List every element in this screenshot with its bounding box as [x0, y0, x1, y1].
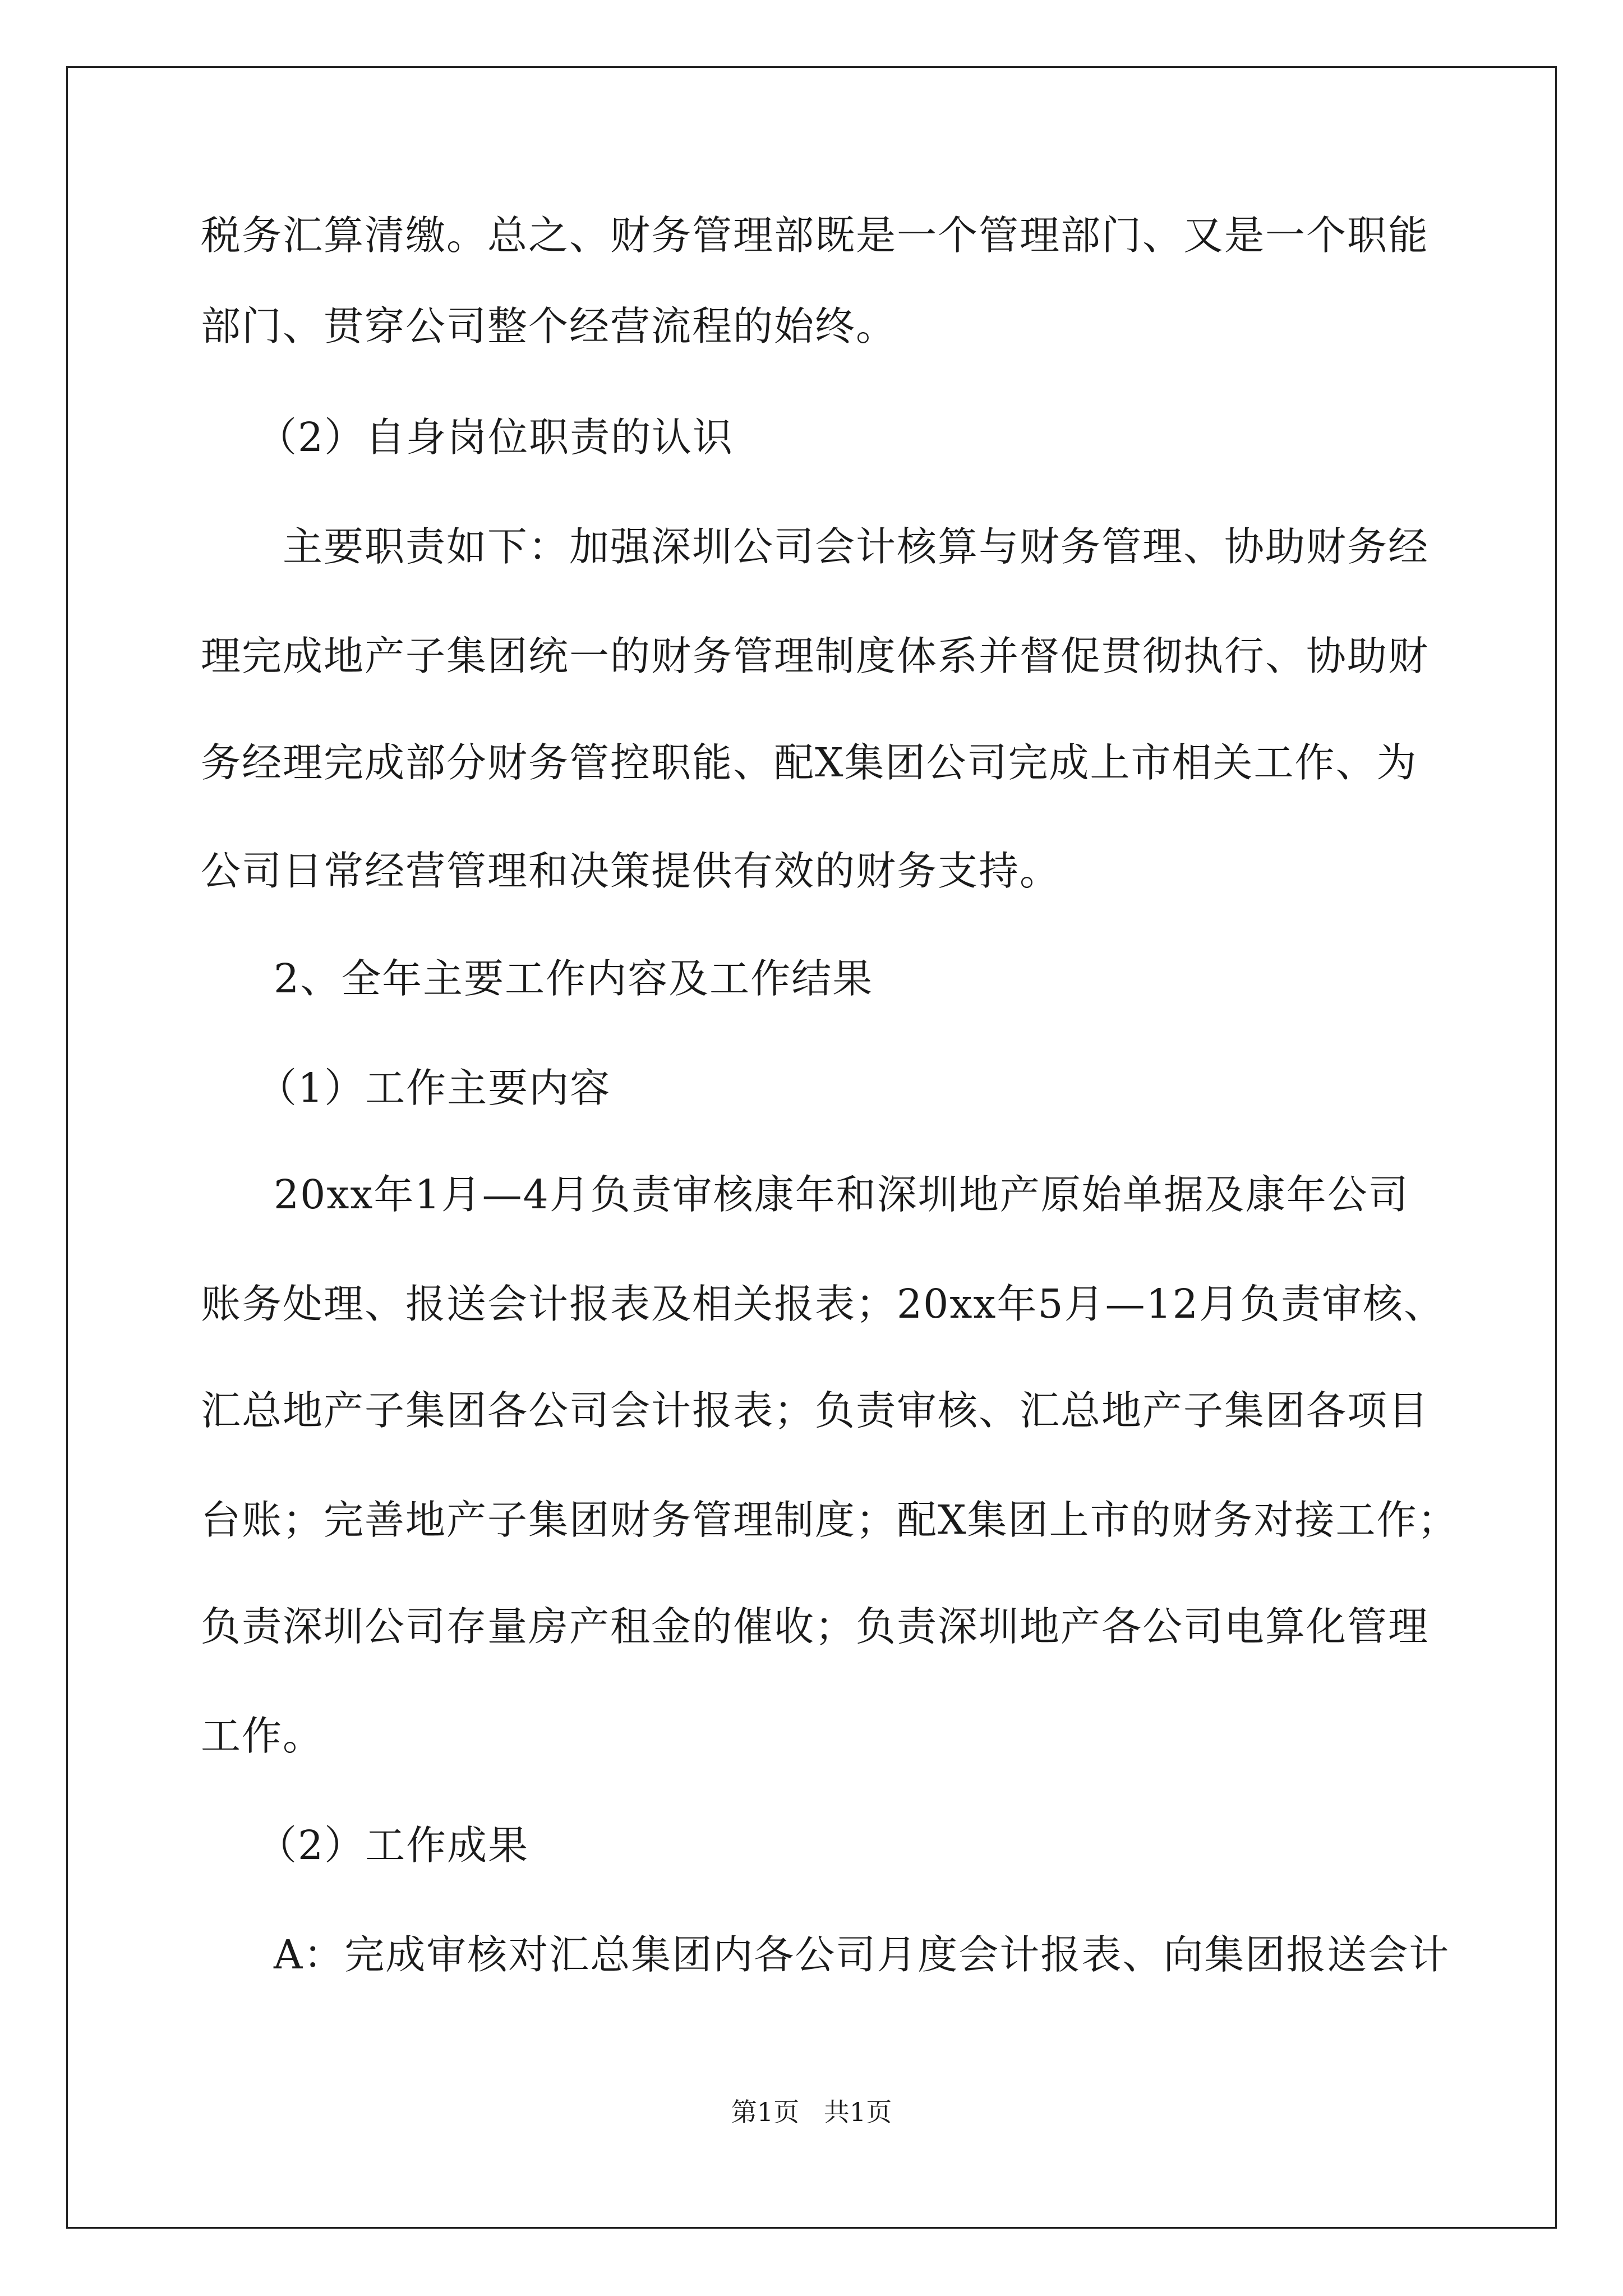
page-footer: 第1页 共1页: [731, 2097, 892, 2127]
section-heading: （2）工作成果: [257, 1822, 529, 1869]
text-line: 负责深圳公司存量房产租金的催收；负责深圳地产各公司电算化管理: [201, 1603, 1430, 1650]
section-heading: （2）自身岗位职责的认识: [257, 414, 734, 461]
text-line: A：完成审核对汇总集团内各公司月度会计报表、向集团报送会计: [274, 1931, 1450, 1978]
page-border: [66, 66, 1557, 2229]
text-line: 公司日常经营管理和决策提供有效的财务支持。: [201, 848, 1061, 894]
text-line: 税务汇算清缴。总之、财务管理部既是一个管理部门、又是一个职能: [201, 212, 1430, 259]
text-line: 汇总地产子集团各公司会计报表；负责审核、汇总地产子集团各项目: [201, 1387, 1430, 1434]
text-line: 理完成地产子集团统一的财务管理制度体系并督促贯彻执行、协助财: [201, 633, 1430, 679]
text-line: 账务处理、报送会计报表及相关报表；20xx年5月—12月负责审核、: [201, 1281, 1445, 1327]
section-heading: 2、全年主要工作内容及工作结果: [274, 955, 874, 1002]
text-line: 务经理完成部分财务管控职能、配X集团公司完成上市相关工作、为: [201, 739, 1418, 786]
section-heading: （1）工作主要内容: [257, 1065, 611, 1111]
text-line: 台账；完善地产子集团财务管理制度；配X集团上市的财务对接工作；: [201, 1497, 1459, 1543]
text-line: 主要职责如下：加强深圳公司会计核算与财务管理、协助财务经: [283, 523, 1430, 570]
text-line: 部门、贯穿公司整个经营流程的始终。: [201, 303, 897, 349]
text-line: 工作。: [201, 1713, 324, 1759]
text-line: 20xx年1月—4月负责审核康年和深圳地产原始单据及康年公司: [274, 1171, 1409, 1218]
